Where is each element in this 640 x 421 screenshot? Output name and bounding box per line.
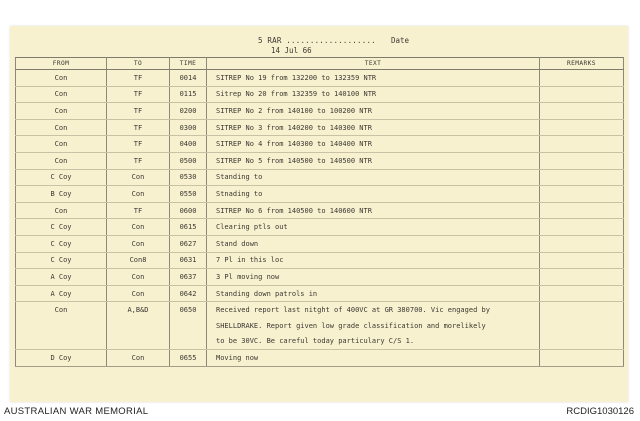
table-row	[16, 152, 624, 169]
time-cell: 0631	[170, 252, 207, 269]
to-cell: TF	[107, 136, 170, 153]
text-cell: SITREP No 4 from 140300 to 140400 NTR	[207, 136, 540, 153]
from-cell: A Coy	[16, 269, 107, 286]
time-cell: 0650	[170, 302, 207, 318]
from-cell: B Coy	[16, 186, 107, 203]
time-cell: 0627	[170, 235, 207, 252]
remarks-cell	[540, 285, 624, 302]
text-cell: Stand down	[207, 235, 540, 252]
to-cell: Con8	[107, 252, 170, 269]
from-cell: C Coy	[16, 219, 107, 236]
record-id: RCDIG1030126	[566, 406, 634, 417]
time-cell: 0014	[170, 70, 207, 87]
to-cell: TF	[107, 103, 170, 120]
to-cell: TF	[107, 152, 170, 169]
table-row	[16, 119, 624, 136]
to-cell: A,B&D	[107, 302, 170, 318]
time-cell	[170, 334, 207, 350]
to-cell: Con	[107, 169, 170, 186]
from-cell	[16, 318, 107, 334]
to-cell: Con	[107, 350, 170, 367]
from-cell: Con	[16, 136, 107, 153]
time-cell: 0600	[170, 202, 207, 219]
time-cell: 0530	[170, 169, 207, 186]
remarks-cell	[540, 235, 624, 252]
remarks-cell	[540, 136, 624, 153]
to-cell: Con	[107, 186, 170, 203]
table-row-continuation	[16, 318, 624, 334]
time-cell: 0500	[170, 152, 207, 169]
remarks-cell	[540, 169, 624, 186]
table-row	[16, 186, 624, 203]
text-cell: 7 Pl in this loc	[207, 252, 540, 269]
text-cell: SITREP No 2 from 140100 to 100200 NTR	[207, 103, 540, 120]
from-cell	[16, 334, 107, 350]
column-header-to: TO	[107, 58, 170, 70]
column-header-from: FROM	[16, 58, 107, 70]
table-row	[16, 285, 624, 302]
text-cell: SITREP No 3 from 140200 to 140300 NTR	[207, 119, 540, 136]
to-cell: TF	[107, 202, 170, 219]
table-row	[16, 202, 624, 219]
text-cell: to be 30VC. Be careful today particulary C/S 1.	[207, 334, 540, 350]
table-header-row	[16, 58, 624, 70]
message-log-table	[15, 57, 624, 367]
unit-header: 5 RAR ...................	[258, 36, 376, 45]
archive-credit: AUSTRALIAN WAR MEMORIAL	[4, 406, 149, 417]
text-cell: Clearing ptls out	[207, 219, 540, 236]
to-cell: Con	[107, 235, 170, 252]
remarks-cell	[540, 219, 624, 236]
to-cell: Con	[107, 269, 170, 286]
table-row	[16, 70, 624, 87]
time-cell: 0200	[170, 103, 207, 120]
table-row	[16, 169, 624, 186]
remarks-cell	[540, 269, 624, 286]
text-cell: Standing to	[207, 169, 540, 186]
time-cell: 0655	[170, 350, 207, 367]
remarks-cell	[540, 186, 624, 203]
text-cell: Sitrep No 20 from 132359 to 140100 NTR	[207, 86, 540, 103]
to-cell	[107, 334, 170, 350]
remarks-cell	[540, 70, 624, 87]
from-cell: A Coy	[16, 285, 107, 302]
remarks-cell	[540, 318, 624, 334]
remarks-cell	[540, 86, 624, 103]
table-row	[16, 302, 624, 318]
from-cell: Con	[16, 152, 107, 169]
from-cell: C Coy	[16, 169, 107, 186]
text-cell: SITREP No 6 from 140500 to 140600 NTR	[207, 202, 540, 219]
to-cell: TF	[107, 86, 170, 103]
time-cell: 0642	[170, 285, 207, 302]
table-row	[16, 252, 624, 269]
table-row	[16, 103, 624, 120]
table-row	[16, 86, 624, 103]
remarks-cell	[540, 252, 624, 269]
text-cell: Moving now	[207, 350, 540, 367]
time-cell: 0637	[170, 269, 207, 286]
date-label: Date	[391, 36, 410, 45]
table-row	[16, 235, 624, 252]
remarks-cell	[540, 202, 624, 219]
from-cell: Con	[16, 70, 107, 87]
text-cell: 3 Pl moving now	[207, 269, 540, 286]
text-cell: Received report last nitght of 400VC at GR 380700. Vic engaged by	[207, 302, 540, 318]
text-cell: SHELLDRAKE. Report given low grade classification and morelikely	[207, 318, 540, 334]
to-cell: Con	[107, 219, 170, 236]
column-header-text: TEXT	[207, 58, 540, 70]
remarks-cell	[540, 334, 624, 350]
to-cell: Con	[107, 285, 170, 302]
remarks-cell	[540, 302, 624, 318]
text-cell: SITREP No 19 from 132200 to 132359 NTR	[207, 70, 540, 87]
time-cell: 0615	[170, 219, 207, 236]
from-cell: Con	[16, 202, 107, 219]
remarks-cell	[540, 103, 624, 120]
time-cell: 0300	[170, 119, 207, 136]
text-cell: Standing down patrols in	[207, 285, 540, 302]
remarks-cell	[540, 119, 624, 136]
to-cell: TF	[107, 119, 170, 136]
table-row	[16, 219, 624, 236]
from-cell: C Coy	[16, 252, 107, 269]
time-cell: 0115	[170, 86, 207, 103]
table-row	[16, 136, 624, 153]
from-cell: Con	[16, 119, 107, 136]
text-cell: SITREP No 5 from 140500 to 140500 NTR	[207, 152, 540, 169]
column-header-remarks: REMARKS	[540, 58, 624, 70]
remarks-cell	[540, 152, 624, 169]
from-cell: Con	[16, 103, 107, 120]
time-cell: 0400	[170, 136, 207, 153]
column-header-time: TIME	[170, 58, 207, 70]
text-cell: Stnading to	[207, 186, 540, 203]
from-cell: D Coy	[16, 350, 107, 367]
from-cell: Con	[16, 302, 107, 318]
table-row	[16, 350, 624, 367]
log-date: 14 Jul 66	[271, 46, 312, 55]
remarks-cell	[540, 350, 624, 367]
from-cell: C Coy	[16, 235, 107, 252]
time-cell: 0550	[170, 186, 207, 203]
to-cell	[107, 318, 170, 334]
table-row-continuation	[16, 334, 624, 350]
to-cell: TF	[107, 70, 170, 87]
from-cell: Con	[16, 86, 107, 103]
table-row	[16, 269, 624, 286]
time-cell	[170, 318, 207, 334]
